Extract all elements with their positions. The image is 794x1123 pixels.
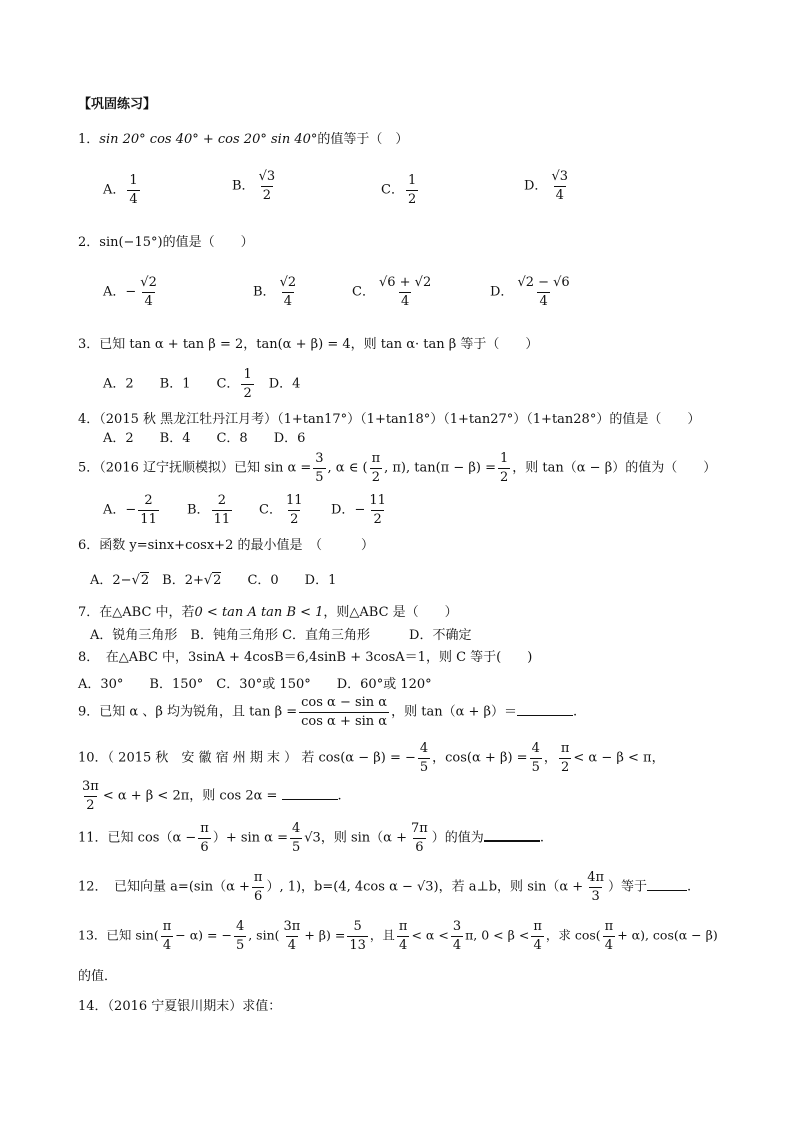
q5-option-b[interactable]: B． $\frac{2}{11}$ [187,493,231,527]
fraction: $\frac{√3}{2}$ [258,169,276,203]
option-label: D． [490,284,514,300]
fraction: $\frac{√3}{4}$ [551,169,568,203]
fraction: $\frac{√2}{4}$ [279,275,297,309]
q2-prompt: 的值是（ ） [162,235,254,250]
q7-options[interactable]: A．锐角三角形 B．钝角三角形 C．直角三角形 D．不确定 [90,628,472,643]
q5-option-d[interactable]: D．− $\frac{11}{2}$ [331,493,386,527]
question-9: 9．已知 α 、β 均为锐角，且 tan β = $\frac{\text{cos α − sin α}}{\text{cos α + sin α}}$ ，则 tan（α + β）＝ . [78,695,578,729]
q2-expression: sin(−15°) [99,235,163,250]
q2-number: 2． [78,235,100,250]
q5-option-a[interactable]: A．− $\frac{2}{11}$ [103,493,157,527]
q5-option-c[interactable]: C． $\frac{11}{2}$ [259,493,303,527]
fraction: $\frac{1}{2}$ [407,173,417,207]
question-13: 13．已知 sin( $\frac{\pi}{4}$ − α) = − $\frac{4}{5}$ , sin( $\frac{3\pi}{4}$ + β) = $\frac{5}{13}$ ，且 $\frac{\pi}{4}$ < α < $\frac{3}{4}$ π, 0 < β < $\frac{\pi}{4}$ ，求 cos( $\frac{\pi}{4}$ + α), cos(α − β) [78,919,718,953]
q1-option-c[interactable] [381,174,420,206]
q1-option-b[interactable] [232,170,279,202]
q1-number: 1． [78,132,100,147]
section-heading: 【巩固练习】 [78,97,157,112]
answer-blank[interactable] [282,799,338,800]
q4-options[interactable]: A．2 B．4 C．8 D．6 [103,431,306,446]
question-10: 10．（ 2015 秋 安 徽 宿 州 期 末 ） 若 cos(α − β) = − $\frac{4}{5}$ ，cos(α + β) = $\frac{4}{5}$ ， $\frac{\pi}{2}$ < α − β < π， [78,741,665,775]
question-3: 3．已知 tan α + tan β = 2，tan(α + β) = 4，则 tan α· tan β 等于（ ） [78,337,539,352]
q1-prompt: 的值等于（ ） [317,132,409,147]
fraction: $\frac{1}{2}$ [243,367,252,401]
option-label: B． [253,284,276,300]
answer-blank[interactable] [484,840,540,842]
option-label: D． [524,178,548,194]
question-7: 7．在△ABC 中，若0 < tan A tan B < 1，则△ABC 是（ ） [78,605,458,620]
q1-option-a[interactable] [103,174,142,206]
answer-blank[interactable] [647,890,687,891]
q6-options[interactable]: A．2−√2 B．2+√2 C．0 D．1 [90,573,337,588]
option-label: C． [352,284,375,300]
q2-option-a[interactable]: A．− $\frac{√2}{4}$ [103,275,157,309]
q8-options[interactable]: A．30° B．150° C．30°或 150° D．60°或 120° [78,677,432,692]
question-5: 5．（2016 辽宁抚顺模拟）已知 sin α = $\frac{3}{5}$ , α ∈ ( $\frac{\pi}{2}$ , π), tan(π − β) = $\frac{1}{2}$ ，则 tan（α − β）的值为（ ） [78,451,717,485]
question-6: 6．函数 y=sinx+cosx+2 的最小值是 （ ） [78,538,374,553]
q2-option-d[interactable] [490,276,574,308]
option-label: A． [103,284,126,300]
question-12: 12． 已知向量 a=(sin（α + $\frac{\pi}{6}$ ）, 1)，b=(4, 4cos α − √3)，若 a⊥b，则 sin（α + $\frac{4\pi}{3}$ ）等于 . [78,870,692,904]
question-4: 4．（2015 秋 黑龙江牡丹江月考）（1+tan17°）（1+tan18°）（1+tan27°）（1+tan28°）的值是（ ） [78,412,701,427]
q1-option-d[interactable] [524,170,572,202]
fraction: $\frac{√2 - √6}{4}$ [517,275,570,309]
question-11: 11．已知 cos（α − $\frac{\pi}{6}$ ）+ sin α = $\frac{4}{5}$ √3，则 sin（α + $\frac{7\pi}{6}$ ）的值为 . [78,821,544,855]
option-label: C． [381,182,404,198]
fraction: $\frac{√2}{4}$ [140,275,157,309]
question-2 [78,236,254,249]
question-13-line2: 的值． [78,969,118,984]
q2-option-b[interactable] [253,276,300,308]
fraction: $\frac{√6 + √2}{4}$ [378,275,432,309]
question-8: 8． 在△ABC 中，3sinA + 4cosB＝6,4sinB + 3cosA＝1，则 C 等于( ) [78,650,533,665]
q3-options[interactable]: A．2 B．1 C． $\frac{1}{2}$ D．4 [103,367,301,401]
question-14: 14．（2016 宁夏银川期末）求值： [78,999,282,1014]
option-label: A． [103,182,126,198]
option-label: B． [232,178,255,194]
question-10-line2: $\frac{3\pi}{2}$ < α + β < 2π，则 cos 2α = . [82,779,342,813]
q1-expression: sin 20° cos 40° + cos 20° sin 40° [99,132,318,147]
answer-blank[interactable] [517,715,573,716]
q2-option-c[interactable] [352,276,435,308]
fraction: $\frac{1}{4}$ [129,173,138,207]
question-1 [78,133,408,146]
